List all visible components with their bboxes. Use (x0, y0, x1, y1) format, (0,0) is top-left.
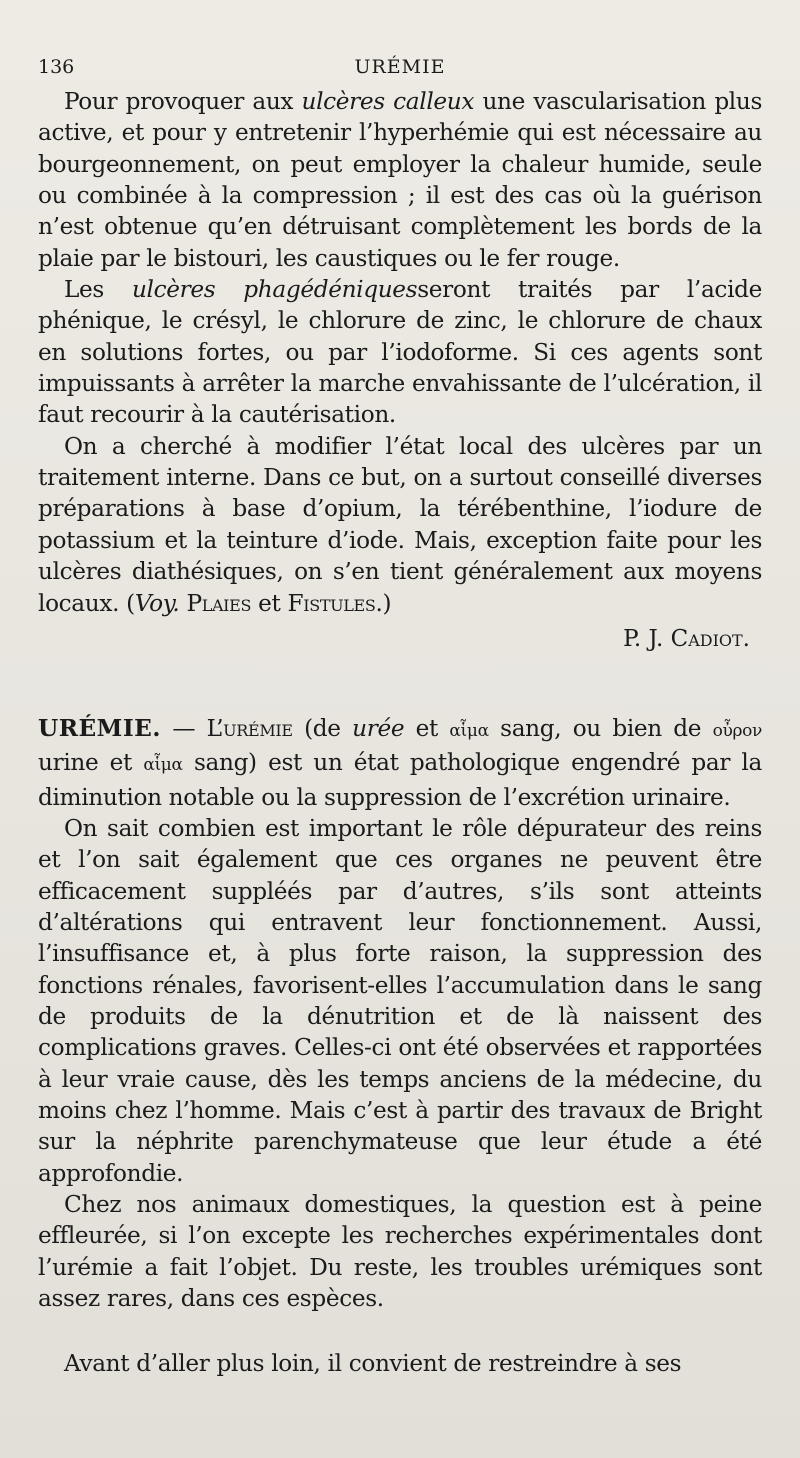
running-title: URÉMIE (354, 56, 446, 78)
text-run: Pour provoquer aux (64, 88, 302, 115)
text-run: .) (375, 589, 392, 617)
greek-word-haima: αἷμα (449, 720, 489, 741)
entry-term-small-caps: urémie (223, 714, 293, 742)
text-run: sang) est un état pathologique engendré par la diminution notable ou la suppression de l’excrétion urinaire. (38, 749, 762, 811)
page-number: 136 (38, 56, 75, 78)
paragraph-ulceres-phagedeniques (38, 274, 762, 431)
section-gap (38, 655, 762, 713)
text-run: On a cherché à modifier l’état local des ulcères par un traitement interne. Dans ce but, on a surtout conseillé diverses préparations à base d’opium, la térébenthine, l’iodure de potassium et la teinture d’iode. Mais, exception faite pour les ulcères diathésiques, on s’en tient généralement aux moyens locaux. ( (38, 432, 762, 617)
text-run: sang, ou bien de (488, 714, 713, 742)
cross-reference-plaies: Plaies (186, 589, 252, 617)
entry-heading: URÉMIE. (38, 714, 161, 742)
paragraph-avant-daller: Avant d’aller plus loin, il convient de restreindre à ses (64, 1350, 682, 1378)
cross-reference-fistules: Fistules (287, 589, 376, 617)
text-run: une vascularisation plus active, et pour y entretenir l’hyperhémie qui est nécessaire au bourgeonnement, on peut employer la chaleur humide, seule ou combinée à la compression ; il est des cas où la guérison n’est obtenue qu’en détruisant complètement les bords de la plaie par le bistouri, les caustiques ou le fer rouge. (38, 88, 763, 272)
term-uree: urée (352, 714, 405, 742)
greek-word-ouron: οὖρον (712, 720, 762, 741)
article-body (38, 86, 762, 1380)
author-initials: P. J. (623, 625, 671, 652)
text-run: L’ (206, 714, 224, 742)
greek-word-haima: αἷμα (143, 755, 183, 776)
paragraph-role-depurateur: On sait combien est important le rôle dépurateur des reins et l’on sait également que ces organes ne peuvent être efficacement suppléés par d’autres, s’ils sont atteints d’altérations qui entravent leur fonctionnement. Aussi, l’insuffisance et, à plus forte raison, la suppression des fonctions rénales, favorisent-elles l’accumulation dans le sang de produits de la dénutrition et de là naissent des complications graves. Celles-ci ont été observées et rapportées à leur vraie cause, dès les temps anciens de la médecine, du moins chez l’homme. Mais c’est à partir des travaux de Bright sur la néphrite parenchymateuse que leur étude a été approfondie. (38, 814, 762, 1187)
paragraph-animaux-domestiques: Chez nos animaux domestiques, la question est à peine effleurée, si l’on excepte les recherches expérimentales dont l’urémie a fait l’objet. Du reste, les troubles urémiques sont assez rares, dans ces espèces. (38, 1191, 762, 1313)
text-run: seront traités par l’acide phénique, le crésyl, le chlorure de zinc, le chlorure de chaux en solutions fortes, ou par l’iodoforme. Si ces agents sont impuissants à arrêter la marche envahissante de l’ulcération, il faut recourir à la cautérisation. (38, 276, 762, 429)
term-ulceres-calleux: ulcères calleux (301, 88, 475, 115)
text-run: urine et (38, 749, 144, 777)
author-signature (38, 623, 762, 655)
text-run: et (404, 714, 450, 742)
paragraph-gap (38, 1314, 762, 1348)
entry-uremie-definition (38, 713, 762, 813)
text-run: Les (64, 276, 132, 304)
author-name: Cadiot. (670, 625, 750, 652)
paragraph-ulceres-calleux (38, 86, 762, 274)
term-ulceres-phagedeniques: ulcères phagédéniques (131, 276, 418, 304)
text-run: et (251, 589, 288, 617)
cross-reference-voy: Voy. (134, 589, 180, 617)
paragraph-traitement-interne (38, 431, 762, 619)
text-run: — (160, 714, 207, 742)
running-header (38, 52, 762, 86)
text-run: (de (292, 714, 353, 742)
